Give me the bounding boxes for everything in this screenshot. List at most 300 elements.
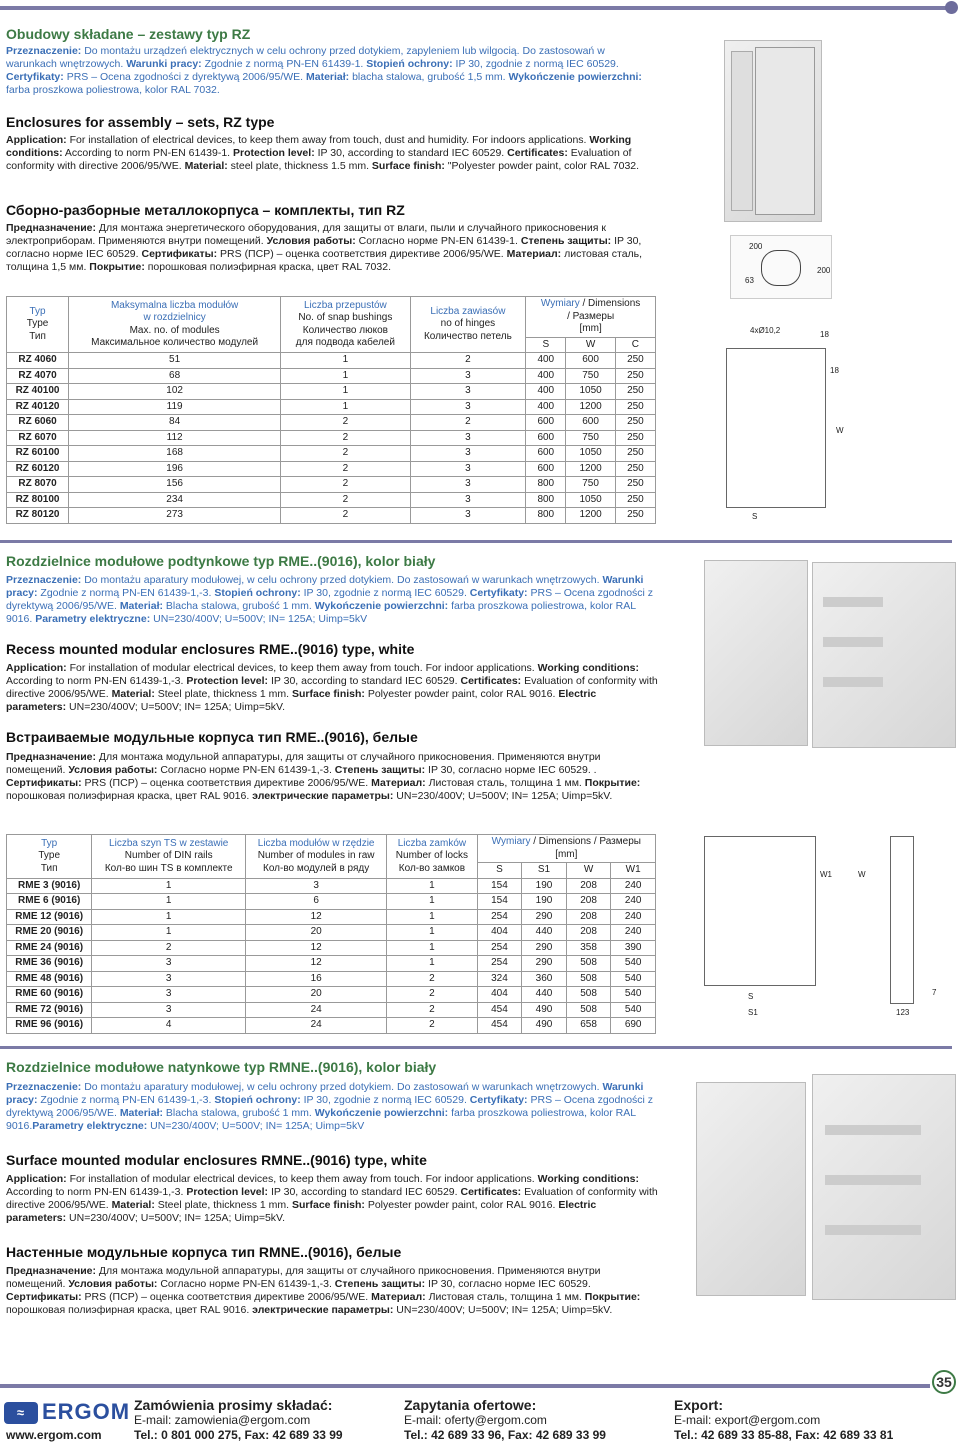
section-divider-2 <box>0 540 952 543</box>
dim-w: W <box>858 870 866 879</box>
dimension-subheader: S <box>477 863 522 879</box>
para-value: UN=230/400V; U=500V; IN= 125A; Uimp=5kV. <box>393 1304 613 1316</box>
para-value: Zgodnie z normą PN-EN 61439-1. <box>201 58 367 70</box>
para-key: Protection level: <box>186 675 269 687</box>
rmne-open-photo <box>812 1074 956 1300</box>
para-value: UN=230/400V; U=500V; IN= 125A; Uimp=5kV. <box>66 701 286 713</box>
export-email[interactable]: E-mail: export@ergom.com <box>674 1413 821 1427</box>
table-row <box>7 925 656 941</box>
rme-th-modules: Liczba modułów w rzędzie Number of modules in raw Кол-во модулей в ряду <box>246 835 387 879</box>
para-value: Blacha stalowa, grubość 1 mm. <box>163 600 315 612</box>
rz-th-modules: Maksymalna liczba modułów w rozdzielnicy Max. no. of modules Максимальное количество модулей <box>69 297 281 353</box>
section-divider-3 <box>0 1046 952 1049</box>
value-cell: 1 <box>92 894 246 910</box>
dim-200-a: 200 <box>749 242 763 251</box>
table-row <box>7 971 656 987</box>
para-key: Условия работы: <box>68 1278 158 1290</box>
para-value: порошковая полиэфирная краска, цвет RAL 9016. <box>6 1304 253 1316</box>
table-row <box>7 940 656 956</box>
para-value: farba proszkowa poliestrowa, kolor RAL 9016. <box>6 1107 636 1132</box>
value-cell: 1 <box>92 909 246 925</box>
rme-th-rails: Liczba szyn TS w zestawie Number of DIN rails Кол-во шин TS в комплекте <box>92 835 246 879</box>
para-value: IP 30, zgodnie z normą IEC 60529. <box>452 58 619 70</box>
value-cell: 250 <box>615 446 655 462</box>
section3-title-ru: Настенные модульные корпуса тип RMNE..(9016), белые <box>6 1244 402 1260</box>
para-value: Evaluation of conformity with directive 2006/95/WE. <box>6 675 658 700</box>
section1-title-en: Enclosures for assembly – sets, RZ type <box>6 114 275 130</box>
value-cell: 250 <box>615 430 655 446</box>
dim-123: 123 <box>896 1008 910 1017</box>
rz-dimension-drawing <box>726 322 854 524</box>
value-cell: 12 <box>246 956 387 972</box>
dimension-subheader: W1 <box>611 863 656 879</box>
value-cell: 208 <box>566 909 611 925</box>
value-cell: 102 <box>69 384 281 400</box>
orders-email[interactable]: E-mail: zamowienia@ergom.com <box>134 1413 311 1427</box>
para-value: Согласно норме PN-EN 61439-1. <box>355 235 521 247</box>
value-cell: 68 <box>69 368 281 384</box>
para-value: Согласно норме PN-EN 61439-1,-3. <box>157 1278 335 1290</box>
table-row <box>7 1018 656 1034</box>
value-cell: 404 <box>477 925 522 941</box>
section2-title-ru: Встраиваемые модульные корпуса тип RME..(9016), белые <box>6 729 418 745</box>
value-cell: 240 <box>611 894 656 910</box>
para-value: steel plate, thickness 1.5 mm. <box>227 160 372 172</box>
para-value: IP 30, according to standard IEC 60529. <box>268 1186 461 1198</box>
value-cell: 84 <box>69 415 281 431</box>
para-key: Surface finish: <box>291 1199 365 1211</box>
type-cell: RME 12 (9016) <box>7 909 92 925</box>
value-cell: 508 <box>566 956 611 972</box>
para-value: Do montażu aparatury modułowej, w celu ochrony przed dotykiem. Do zastosowań w warunkach wnętrzowych. <box>81 574 603 586</box>
value-cell: 24 <box>246 1018 387 1034</box>
para-value: Steel plate, thickness 1 mm. <box>154 688 292 700</box>
para-key: электрические параметры: <box>252 790 394 802</box>
para-key: Предназначение: <box>6 1265 96 1277</box>
para-value: PRS – Ocena zgodności z dyrektywą 2006/95/WE. <box>6 1094 654 1119</box>
para-value: листовая сталь, толщина 1,5 мм. <box>6 248 643 273</box>
value-cell: 490 <box>522 1018 567 1034</box>
type-cell: RZ 60100 <box>7 446 69 462</box>
value-cell: 3 <box>410 384 526 400</box>
dim-s1: S1 <box>748 1008 758 1017</box>
para-value: IP 30, according to standard IEC 60529. <box>314 147 508 159</box>
value-cell: 250 <box>615 399 655 415</box>
value-cell: 600 <box>566 353 616 369</box>
value-cell: 250 <box>615 492 655 508</box>
para-value: Согласно норме PN-EN 61439-1,-3. <box>157 764 335 776</box>
value-cell: 1 <box>387 925 477 941</box>
ergom-logo <box>4 1398 130 1426</box>
dim-s: S <box>752 512 758 521</box>
value-cell: 254 <box>477 940 522 956</box>
value-cell: 240 <box>611 878 656 894</box>
value-cell: 20 <box>246 987 387 1003</box>
para-key: Wykończenie powierzchni: <box>314 600 449 612</box>
value-cell: 3 <box>92 956 246 972</box>
para-key: Сертификаты: <box>6 1291 82 1303</box>
table-row <box>7 368 656 384</box>
value-cell: 3 <box>410 508 526 524</box>
rz-th-hinges: Liczba zawiasów no of hinges Количество петель <box>410 297 526 353</box>
value-cell: 2 <box>281 446 410 462</box>
value-cell: 250 <box>615 461 655 477</box>
type-cell: RZ 40120 <box>7 399 69 415</box>
para-value: According to norm PN-EN 61439-1,-3. <box>6 1186 187 1198</box>
value-cell: 2 <box>410 353 526 369</box>
para-key: Степень защиты: <box>334 1278 426 1290</box>
rme-open-photo <box>812 562 956 748</box>
type-cell: RME 72 (9016) <box>7 1002 92 1018</box>
value-cell: 508 <box>566 987 611 1003</box>
para-value: Steel plate, thickness 1 mm. <box>154 1199 292 1211</box>
value-cell: 800 <box>526 492 566 508</box>
page-number: 35 <box>932 1370 956 1394</box>
value-cell: 1 <box>387 878 477 894</box>
para-key: Certyfikaty: <box>6 71 64 83</box>
para-value: порошковая полиэфирная краска, цвет RAL 7032. <box>144 261 391 273</box>
value-cell: 1 <box>281 399 410 415</box>
para-value: Для монтажа энергетического оборудования, для защиты от влаги, пыли и случайного прикосновения к электроприборам. Применяются внутри помещений. <box>6 222 606 247</box>
value-cell: 2 <box>410 415 526 431</box>
table-row <box>7 492 656 508</box>
value-cell: 154 <box>477 878 522 894</box>
para-key: Условия работы: <box>266 235 356 247</box>
value-cell: 2 <box>281 492 410 508</box>
value-cell: 2 <box>387 1018 477 1034</box>
table-row <box>7 987 656 1003</box>
value-cell: 3 <box>92 1002 246 1018</box>
value-cell: 250 <box>615 353 655 369</box>
value-cell: 600 <box>526 446 566 462</box>
rz-th-type: Typ Type Тип <box>7 297 69 353</box>
export-tel: Tel.: 42 689 33 85-88, Fax: 42 689 33 81 <box>674 1428 894 1442</box>
value-cell: 1200 <box>566 461 616 477</box>
section1-title-pl: Obudowy składane – zestawy typ RZ <box>6 26 251 42</box>
table-row <box>7 909 656 925</box>
value-cell: 1 <box>387 940 477 956</box>
value-cell: 750 <box>566 368 616 384</box>
para-key: Certyfikaty: <box>469 587 528 599</box>
value-cell: 196 <box>69 461 281 477</box>
para-key: Electric parameters: <box>6 688 597 713</box>
value-cell: 254 <box>477 956 522 972</box>
para-value: Для монтажа модульной аппаратуры, для защиты от случайного прикосновения. Применяются внутри помещений. <box>6 1265 601 1290</box>
para-key: Working conditions: <box>537 662 639 674</box>
para-value: UN=230/400V; U=500V; IN= 125A; Uimp=5kV <box>147 1120 365 1132</box>
dim-w: W <box>836 426 844 435</box>
para-value: For installation of modular electrical devices, to keep them away from touch. For indoor applications. <box>66 1173 538 1185</box>
para-value: IP 30, zgodnie z normą IEC 60529. <box>300 1094 470 1106</box>
para-key: Предназначение: <box>6 751 96 763</box>
table-row <box>7 508 656 524</box>
para-key: Сертификаты: <box>6 777 82 789</box>
value-cell: 3 <box>410 399 526 415</box>
para-value: Blacha stalowa, grubość 1 mm. <box>163 1107 315 1119</box>
offers-email[interactable]: E-mail: oferty@ergom.com <box>404 1413 547 1427</box>
value-cell: 600 <box>526 415 566 431</box>
value-cell: 1050 <box>566 384 616 400</box>
para-key: Application: <box>6 662 67 674</box>
value-cell: 490 <box>522 1002 567 1018</box>
section3-title-pl: Rozdzielnice modułowe natynkowe typ RMNE..(9016), kolor biały <box>6 1059 437 1075</box>
table-row <box>7 878 656 894</box>
type-cell: RZ 4070 <box>7 368 69 384</box>
value-cell: 400 <box>526 399 566 415</box>
dimension-subheader: S1 <box>522 863 567 879</box>
dim-w1: W1 <box>820 870 832 879</box>
section2-text-ru <box>6 751 658 803</box>
rme-th-locks: Liczba zamków Number of locks Кол-во замков <box>387 835 477 879</box>
para-key: Working conditions: <box>6 134 632 159</box>
value-cell: 2 <box>281 508 410 524</box>
para-key: Parametry elektryczne: <box>32 1120 148 1132</box>
section1-text-ru <box>6 222 658 274</box>
dimension-subheader: S <box>526 337 566 353</box>
export-title: Export: <box>674 1397 723 1413</box>
type-cell: RME 6 (9016) <box>7 894 92 910</box>
section2-text-en <box>6 662 658 714</box>
value-cell: 254 <box>477 909 522 925</box>
para-value: According to norm PN-EN 61439-1,-3. <box>6 675 187 687</box>
value-cell: 1200 <box>566 399 616 415</box>
para-key: Stopień ochrony: <box>214 587 301 599</box>
para-value: IP 30, согласно норме IEC 60529. . <box>425 764 597 776</box>
para-key: Przeznaczenie: <box>6 45 82 57</box>
table-row <box>7 477 656 493</box>
para-value: PRS (ПСР) – оценка соответствия директиве 2006/95/WE. <box>81 1291 372 1303</box>
type-cell: RZ 80100 <box>7 492 69 508</box>
value-cell: 234 <box>69 492 281 508</box>
value-cell: 2 <box>387 971 477 987</box>
table-row <box>7 399 656 415</box>
para-key: Wykończenie powierzchni: <box>314 1107 449 1119</box>
para-key: Przeznaczenie: <box>6 574 82 586</box>
value-cell: 190 <box>522 878 567 894</box>
value-cell: 750 <box>566 430 616 446</box>
value-cell: 750 <box>566 477 616 493</box>
value-cell: 1 <box>92 925 246 941</box>
para-value: Evaluation of conformity with directive 2006/95/WE. <box>6 147 632 172</box>
dim-18-side: 18 <box>830 366 839 375</box>
para-key: Certificates: <box>460 675 522 687</box>
type-cell: RZ 4060 <box>7 353 69 369</box>
para-key: Protection level: <box>233 147 315 159</box>
rz-th-bushings: Liczba przepustów No. of snap bushings Количество люков для подвода кабелей <box>281 297 410 353</box>
value-cell: 540 <box>611 956 656 972</box>
para-key: Wykończenie powierzchni: <box>508 71 642 83</box>
value-cell: 360 <box>522 971 567 987</box>
type-cell: RZ 40100 <box>7 384 69 400</box>
value-cell: 208 <box>566 878 611 894</box>
table-row <box>7 353 656 369</box>
ergom-logo-icon: ≈ <box>4 1402 38 1424</box>
rz-th-dimensions: Wymiary / Dimensions / Размеры [mm] <box>526 297 656 338</box>
section2-title-pl: Rozdzielnice modułowe podtynkowe typ RME..(9016), kolor biały <box>6 553 436 569</box>
value-cell: 400 <box>526 368 566 384</box>
type-cell: RME 60 (9016) <box>7 987 92 1003</box>
para-value: PRS (ПСР) – оценка соответствия директиве 2006/95/WE. <box>217 248 507 260</box>
value-cell: 1050 <box>566 492 616 508</box>
para-value: "Polyester powder paint, color RAL 7032. <box>444 160 640 172</box>
offers-title: Zapytania ofertowe: <box>404 1397 537 1413</box>
para-key: Материал: <box>371 1291 426 1303</box>
value-cell: 240 <box>611 925 656 941</box>
offers-tel: Tel.: 42 689 33 96, Fax: 42 689 33 99 <box>404 1428 606 1442</box>
para-key: Условия работы: <box>68 764 158 776</box>
table-row <box>7 956 656 972</box>
para-key: Materiał: <box>119 600 163 612</box>
para-key: Материал: <box>371 777 426 789</box>
section3-title-en: Surface mounted modular enclosures RMNE..(9016) type, white <box>6 1152 427 1168</box>
value-cell: 1 <box>281 353 410 369</box>
para-key: Покрытие: <box>89 261 145 273</box>
para-key: Certificates: <box>507 147 568 159</box>
value-cell: 600 <box>526 430 566 446</box>
value-cell: 3 <box>410 430 526 446</box>
value-cell: 324 <box>477 971 522 987</box>
table-row <box>7 430 656 446</box>
para-value: Листовая сталь, толщина 1 мм. <box>425 1291 585 1303</box>
value-cell: 1 <box>281 384 410 400</box>
value-cell: 508 <box>566 1002 611 1018</box>
value-cell: 3 <box>246 878 387 894</box>
para-value: According to norm PN-EN 61439-1. <box>62 147 233 159</box>
section3-text-ru <box>6 1265 658 1317</box>
value-cell: 250 <box>615 384 655 400</box>
para-key: Surface finish: <box>291 688 365 700</box>
type-cell: RZ 6070 <box>7 430 69 446</box>
value-cell: 1200 <box>566 508 616 524</box>
footer-offers <box>404 1398 606 1443</box>
value-cell: 540 <box>611 971 656 987</box>
value-cell: 290 <box>522 909 567 925</box>
para-key: Certyfikaty: <box>469 1094 528 1106</box>
value-cell: 168 <box>69 446 281 462</box>
para-key: Materiał: <box>119 1107 163 1119</box>
value-cell: 540 <box>611 1002 656 1018</box>
para-value: IP 30, zgodnie z normą IEC 60529. <box>300 587 470 599</box>
para-value: For installation of electrical devices, to keep them away from touch, dust and humidity. For indoors applications. <box>66 134 590 146</box>
para-key: Покрытие: <box>584 777 641 789</box>
type-cell: RME 48 (9016) <box>7 971 92 987</box>
value-cell: 1 <box>387 909 477 925</box>
website-link[interactable]: www.ergom.com <box>6 1428 102 1442</box>
para-key: Parametry elektryczne: <box>35 613 151 625</box>
dim-holes: 4xØ10,2 <box>750 326 781 335</box>
type-cell: RME 20 (9016) <box>7 925 92 941</box>
orders-tel: Tel.: 0 801 000 275, Fax: 42 689 33 99 <box>134 1428 343 1442</box>
para-value: For installation of modular electrical devices, to keep them away from touch. For indoor applications. <box>66 662 538 674</box>
type-cell: RZ 8070 <box>7 477 69 493</box>
value-cell: 190 <box>522 894 567 910</box>
para-value: UN=230/400V; U=500V; IN= 125A; Uimp=5kV. <box>393 790 613 802</box>
rme-th-type: Typ Type Тип <box>7 835 92 879</box>
value-cell: 250 <box>615 508 655 524</box>
footer-orders <box>134 1398 343 1443</box>
value-cell: 290 <box>522 940 567 956</box>
value-cell: 440 <box>522 925 567 941</box>
para-key: электрические параметры: <box>252 1304 394 1316</box>
value-cell: 454 <box>477 1002 522 1018</box>
dimension-subheader: W <box>566 337 616 353</box>
section2-text-pl <box>6 574 658 626</box>
para-value: farba proszkowa poliestrowa, kolor RAL 9016. <box>6 600 636 625</box>
para-key: Material: <box>184 160 228 172</box>
value-cell: 12 <box>246 940 387 956</box>
value-cell: 12 <box>246 909 387 925</box>
section3-text-en <box>6 1173 658 1225</box>
para-key: Surface finish: <box>371 160 445 172</box>
para-key: Protection level: <box>186 1186 269 1198</box>
value-cell: 2 <box>387 987 477 1003</box>
value-cell: 154 <box>477 894 522 910</box>
divider-dot <box>945 1 958 14</box>
value-cell: 16 <box>246 971 387 987</box>
value-cell: 250 <box>615 477 655 493</box>
value-cell: 208 <box>566 925 611 941</box>
rz-table <box>6 296 656 524</box>
para-value: Evaluation of conformity with directive 2006/95/WE. <box>6 1186 658 1211</box>
para-value: Polyester powder paint, color RAL 9016. <box>364 1199 559 1211</box>
dim-200-b: 200 <box>817 266 831 275</box>
value-cell: 2 <box>281 477 410 493</box>
dim-18-top: 18 <box>820 330 829 339</box>
value-cell: 208 <box>566 894 611 910</box>
rz-enclosure-photo <box>724 40 822 222</box>
para-value: PRS – Ocena zgodności z dyrektywą 2006/95/WE. <box>63 71 306 83</box>
table-row <box>7 446 656 462</box>
section1-text-en <box>6 134 658 173</box>
value-cell: 112 <box>69 430 281 446</box>
value-cell: 119 <box>69 399 281 415</box>
para-value: Листовая сталь, толщина 1 мм. <box>425 777 585 789</box>
value-cell: 3 <box>410 446 526 462</box>
rme-th-dimensions: Wymiary / Dimensions / Размеры [mm] <box>477 835 655 863</box>
value-cell: 600 <box>526 461 566 477</box>
type-cell: RME 96 (9016) <box>7 1018 92 1034</box>
para-value: Polyester powder paint, color RAL 9016. <box>364 688 559 700</box>
value-cell: 440 <box>522 987 567 1003</box>
value-cell: 1 <box>387 956 477 972</box>
value-cell: 2 <box>281 461 410 477</box>
value-cell: 800 <box>526 508 566 524</box>
para-key: Material: <box>111 688 155 700</box>
para-value: порошковая полиэфирная краска, цвет RAL 9016. <box>6 790 253 802</box>
value-cell: 3 <box>410 492 526 508</box>
type-cell: RZ 80120 <box>7 508 69 524</box>
para-key: Warunki pracy: <box>6 1081 644 1106</box>
value-cell: 250 <box>615 415 655 431</box>
section2-title-en: Recess mounted modular enclosures RME..(9016) type, white <box>6 641 415 657</box>
value-cell: 273 <box>69 508 281 524</box>
value-cell: 658 <box>566 1018 611 1034</box>
rme-dimension-drawing <box>704 836 954 1020</box>
value-cell: 540 <box>611 987 656 1003</box>
section1-title-ru: Сборно-разборные металлокорпуса – комплекты, тип RZ <box>6 202 405 218</box>
para-key: Material: <box>111 1199 155 1211</box>
para-key: Степень защиты: <box>520 235 612 247</box>
para-value: PRS (ПСР) – оценка соответствия директиве 2006/95/WE. <box>81 777 372 789</box>
orders-title: Zamówienia prosimy składać: <box>134 1397 333 1413</box>
para-key: Application: <box>6 1173 67 1185</box>
para-key: Certificates: <box>460 1186 522 1198</box>
value-cell: 6 <box>246 894 387 910</box>
type-cell: RME 3 (9016) <box>7 878 92 894</box>
value-cell: 20 <box>246 925 387 941</box>
value-cell: 2 <box>387 1002 477 1018</box>
para-key: Материал: <box>506 248 562 260</box>
